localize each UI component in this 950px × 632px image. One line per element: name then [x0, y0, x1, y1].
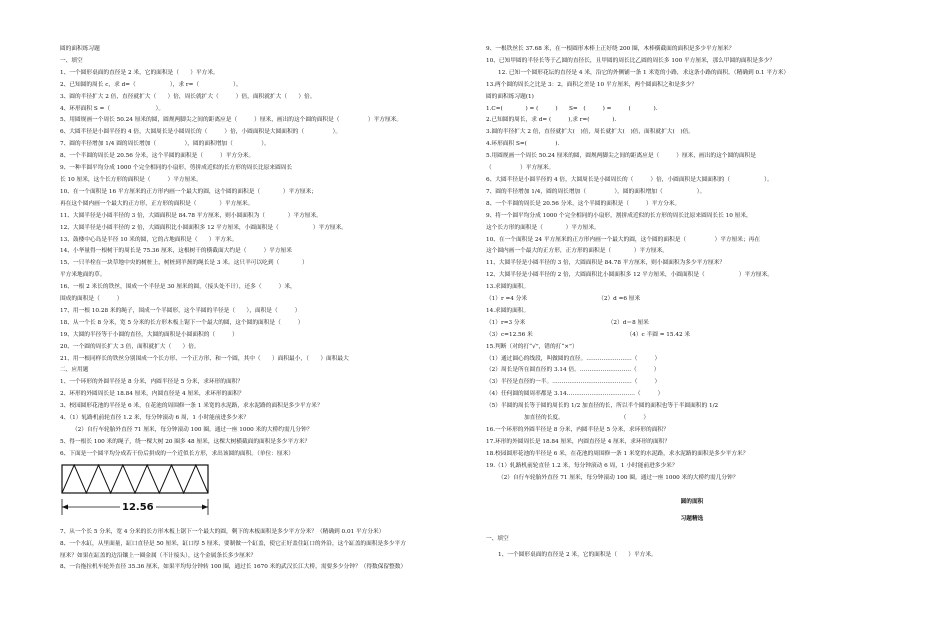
question-line: 12、大圆半径是小圆半径的 2 倍，大圆面积比小圆面积多 12 平方厘米，小圆面积是（ ）平方厘米。	[60, 224, 347, 231]
fill-in-questions	[60, 68, 475, 366]
question-line: 5、得一根长 100 米的绳子，绕一棵大树 20 圈多 48 厘米，这棵大树横截面的面积是多少平方米？	[60, 438, 311, 445]
question-line: 2、已知圆的周长 c，求 d=（ ），求 r=（ ）。	[60, 81, 242, 88]
left-column	[60, 44, 475, 574]
question-line: 20、一个圆的周长扩大 3 倍，面积就扩大（ ）倍。	[60, 343, 200, 350]
question-line: 2.已知圆的周长，求 d= ( ),求 r=( ).	[486, 117, 617, 124]
more-questions	[60, 527, 475, 575]
question-line: 16、一根 2 米长的铁丝，围成一个半径是 30 厘米的圆，（接头处不计），还多（ ）米，	[60, 284, 296, 291]
question-line: 2、环形的外圆周长是 18.84 厘米，内圆直径是 4 厘米，求环形的面积？	[60, 391, 245, 398]
section-heading-fill: 一、填空	[60, 57, 83, 64]
question-line: （2）周长是所在圆直径的 3.14 倍。………………………（ ）	[486, 367, 660, 374]
question-line: 18、从一个长 8 分米，宽 5 分米的长方形木板上锯下一个最大的圆，这个圆的面积是（ ）	[60, 319, 304, 326]
question-line: 7、从一个长 5 分米，宽 4 分米的长方形木板上锯下一个最大的圆，剩下的木板面积是多少平方分米？（精确到 0.01 平方分米）	[60, 528, 385, 535]
rectangle-figure	[60, 463, 210, 521]
question-line: 17、用一根 10.28 米的绳子，围成一个半圆形，这个半圆的半径是（ ），面积是（ ）	[60, 307, 301, 314]
right-column	[486, 44, 898, 562]
question-line: 18.校园圆形花池的半径是 6 米，在花池的周围修一条 1 米宽的水泥路，求水泥路的面积是多少平方米？	[486, 450, 749, 457]
question-line: 平方米地面的草。	[60, 272, 106, 279]
question-line: 14.求圆的面积。	[486, 307, 530, 314]
question-line: （1）通过圆心的线段，叫做圆的直径。……………………（ ）	[486, 355, 661, 362]
question-line: 7、圆的半径增加 1/4，圆的周长增加（ ），圆的面积增加（ ）。	[486, 188, 706, 195]
question-line: 10、在一个面积是 24 平方厘米的正方形内画一个最大的圆，这个圆的面积是（ ）平方厘米；再在	[486, 236, 761, 243]
question-13: 13.两个圆的周长之比是 3：2，面积之差是 10 平方厘米，两个圆面积之和是多少？	[486, 81, 697, 88]
question-line: 5.用圆规画一个周长 50.24 厘米的圆，圆规两脚尖之间的距离应是（ ）厘米，画出的这个圆的面积是	[486, 153, 756, 160]
question-line: 4、（1）轧路机前轮直径 1.2 米，每分钟滚动 6 周，1 小时能前进多少米？	[60, 415, 249, 422]
question-line: 8、一个水缸，从里面量，缸口直径是 50 厘米，缸口厚 5 厘米，要制做一个缸盖，使它正好盖住缸口的外沿，这个缸盖的面积是多少平方	[60, 540, 406, 547]
question-line: 9、将一个圆平均分成 1000 个完全相同的小扇形，割拼成近似的长方形的周长比原来圆周长长 10 厘米，	[486, 212, 752, 219]
question-line: 10、在一个面积是 16 平方厘米的正方形内画一个最大的圆，这个圆的面积是（ ）平方厘米；	[60, 188, 317, 195]
question-line: 1、一个环形的外圆半径是 8 分米，内圆半径是 5 分米，求环形的面积？	[60, 379, 244, 386]
question-line: 8、一个半圆的周长是 20.56 分米，这个半圆的面积是（ ）平方分米。	[486, 200, 681, 207]
worksheet-title: 圆的面积练习题	[60, 46, 100, 52]
question-line: 加直径的长度。 （ ）	[524, 415, 650, 422]
question-line: 8、一台拖拉机车轮外直径 35.36 厘米，如果平均每分钟转 100 圈，通过长 1670 米的武汉长江大桥，需要多少分钟？（得数保留整数）	[60, 564, 407, 571]
question-line: 15、一只羊栓在一块草地中央的树桩上，树桩到羊颈的绳长是 3 米。这只羊可以吃到（ ）	[60, 260, 308, 267]
question-line: 19、大圆的半径等于小圆的直径，大圆的面积是小圆面积的（ ）	[60, 331, 238, 338]
question-line: （1）r =4 分米 （2）d =6 厘米	[486, 296, 641, 303]
question-line: （4）任何圆的圆周率都是 3.14………………………………（ ）	[486, 391, 664, 398]
question-line: 10、已知甲圆的半径长等于乙圆的直径长，且甲圆的周长比乙圆的周长多 100 平方厘米，那么甲圆的面积是多少？	[486, 57, 776, 64]
question-line: 15.判断（对的打“√”，错的打“×”）	[486, 343, 578, 350]
exercise-questions	[486, 104, 898, 295]
question-line: 这个圆内画一个最大的正方形，正方形的面积是（ ）平方厘米。	[486, 248, 668, 255]
question-line: 9、一根铁丝长 37.68 米，在一根圆形木棒上正好绕 200 圈，木棒横截面的面积是多少平方厘米？	[486, 46, 735, 52]
question-line: 6、大圆半径是小圆半径的 4 倍，大圆周长是小圆周长的（ ）倍，小圆面积是大圆面积的（ ）。	[486, 176, 773, 183]
question-line: 5、用圆规画一个周长 50.24 厘米的圆，圆规两脚尖之间的距离应是（ ）厘米，画出的这个圆的面积是（ ）平方厘米。	[60, 117, 403, 124]
final-question: 1、一个圆形桌面的直径是 2 米，它的面积是（ ）平方米。	[498, 552, 657, 559]
section-heading-apps: 二、应用题	[60, 367, 89, 374]
question-line: 长 10 厘米，这个长方形的面积是（ ）平方厘米。	[60, 176, 202, 183]
question-line: （3）半径是直径的一半。……………………………………（ ）	[486, 379, 661, 386]
question-line: 11、大圆半径是小圆半径的 3 倍，大圆面积是 84.78 平方厘米，则小圆面积为（ ）平方厘米。	[60, 212, 322, 219]
question-line: 围成的面积是（ ）	[60, 296, 123, 303]
question-line: 4、环形面积 S =（ ）。	[60, 105, 165, 112]
question-line: 19.（1）轧路机前轮直径 1.2 米，每分钟滚动 6 周，1 小时能前进多少米？	[486, 462, 678, 469]
question-line: 这个长方形的面积是（ ）平方厘米。	[486, 224, 600, 231]
question-line: （1）r=3 分米 （2）d＝8 厘米	[486, 319, 649, 326]
question-line: 16.一个环形的外圆半径是 8 分米，内圆半径是 5 分米，求环形的面积？	[486, 427, 669, 433]
heading-selected-exercises: 习题精选	[680, 516, 704, 523]
question-line: （5）半圆的周长等于圆的周长的 1/2 加直径的长，所以半个圆的面积也等于半圆面积的 1/2	[486, 403, 719, 410]
question-line: 13、鼓楼中心岛是半径 10 米的圆，它的占地面积是（ ）平方米。	[60, 236, 238, 243]
question-line: 7、圆的半径增加 1/4 圆的周长增加（ ），圆的面积增加（ ）。	[60, 141, 270, 148]
question-line: 11、大圆半径是小圆半径的 3 倍，大圆面积是 84.78 平方厘米，则小圆面积为多少平方厘米？	[486, 260, 726, 267]
question-line: 1、一个圆形桌面的直径是 2 米，它的面积是（ ）平方米。	[60, 69, 219, 76]
question-line: 21、用一根同样长的铁丝分别围成一个长方形、一个正方形、和一个圆，其中（ ）面积最小，（ ）面积最大	[60, 355, 349, 362]
question-line: 12、大圆半径是小圆半径的 2 倍，大圆面积比小圆面积多 12 平方厘米，小圆面积是（ ）平方厘米。	[486, 272, 773, 279]
question-line: 3、校园圆形花池的半径是 6 米，在花池的周围修一条 1 米宽的水泥路，求水泥路的面积是多少平方米？	[60, 403, 323, 410]
question-line: 再在这个圆内画一个最大的正方形，正方形的面积是（ ）平方厘米。	[60, 200, 254, 207]
section-heading-fill-2: 一、填空	[486, 536, 509, 543]
question-12: 12. 已知一个圆形花坛的直径是 4 米，沿它的外侧铺一条 1 米宽的小路，求这条小路的面积。（精确到 0.1 平方米）	[498, 69, 790, 76]
question-line: （2）自行车轮胎外直径 71 厘米，每分钟滚动 100 圈。通过一座 1000 米的大桥约需几分钟？	[498, 474, 739, 481]
question-line: 1.C=( ) = ( ) S= ( ) = ( ).	[486, 105, 658, 112]
question-line: 13.求圆的面积。	[486, 284, 530, 291]
question-line: 17.环形的外圆周长是 18.84 厘米，内圆直径是 4 厘米，求环形的面积？	[486, 438, 671, 445]
question-line: 厘米？如果在缸盖的边沿镶上一圈金属（不计接头），这个金属条长多少厘米？	[60, 552, 257, 559]
figure-length-label: 12.56	[122, 501, 154, 513]
question-line: 3、圆的半径扩大 2 倍，直径就扩大（ ）倍，周长就扩大（ ）倍，面积就扩大（ ）倍。	[60, 93, 316, 100]
question-line: 3.圆的半径扩大 2 倍，直径就扩大( )倍，周长就扩大( )倍，面积就扩大( )倍。	[486, 129, 694, 136]
question-line: 8、一个半圆的周长是 20.56 分米，这个半圆的面积是（ ）平方分米。	[60, 153, 255, 160]
question-line: 14、小华量得一根树干的周长是 75.36 厘米，这根树干的横截面大约是（ ）平方厘米	[60, 248, 292, 255]
right-top-questions	[486, 44, 898, 68]
question-line: 9、一种半圆平均分成 1000 个完全相同的小扇形，剪拼成近似的长方形的周长比原来圆周长	[60, 165, 293, 172]
question-line: （3）c=12.56 米 （4）c 半圆 = 15.42 米	[486, 331, 691, 338]
calculation-questions	[486, 294, 898, 485]
question-line: 6、下面是一个圆平均分成若干份后拼成的一个近似长方形，求出该圆的面积。（单位：厘米）	[60, 450, 294, 457]
application-questions	[60, 377, 475, 460]
heading-circle-area: 圆的面积	[680, 498, 704, 505]
question-line: （ ）平方厘米。	[486, 165, 555, 172]
question-line: 6、大圆半径是小圆半径的 4 倍，大圆周长是小圆周长的（ ）倍，小圆面积是大圆面积的（ ）。	[60, 129, 342, 136]
question-line: 4.环形面积 S=( ).	[486, 141, 560, 148]
question-line: （2）自行车轮胎外直径 71 厘米，每分钟滚动 100 圈。通过一座 1000 米的大桥约需几分钟？	[72, 427, 313, 433]
exercise-title: 圆的面积练习题(1)	[486, 93, 534, 100]
